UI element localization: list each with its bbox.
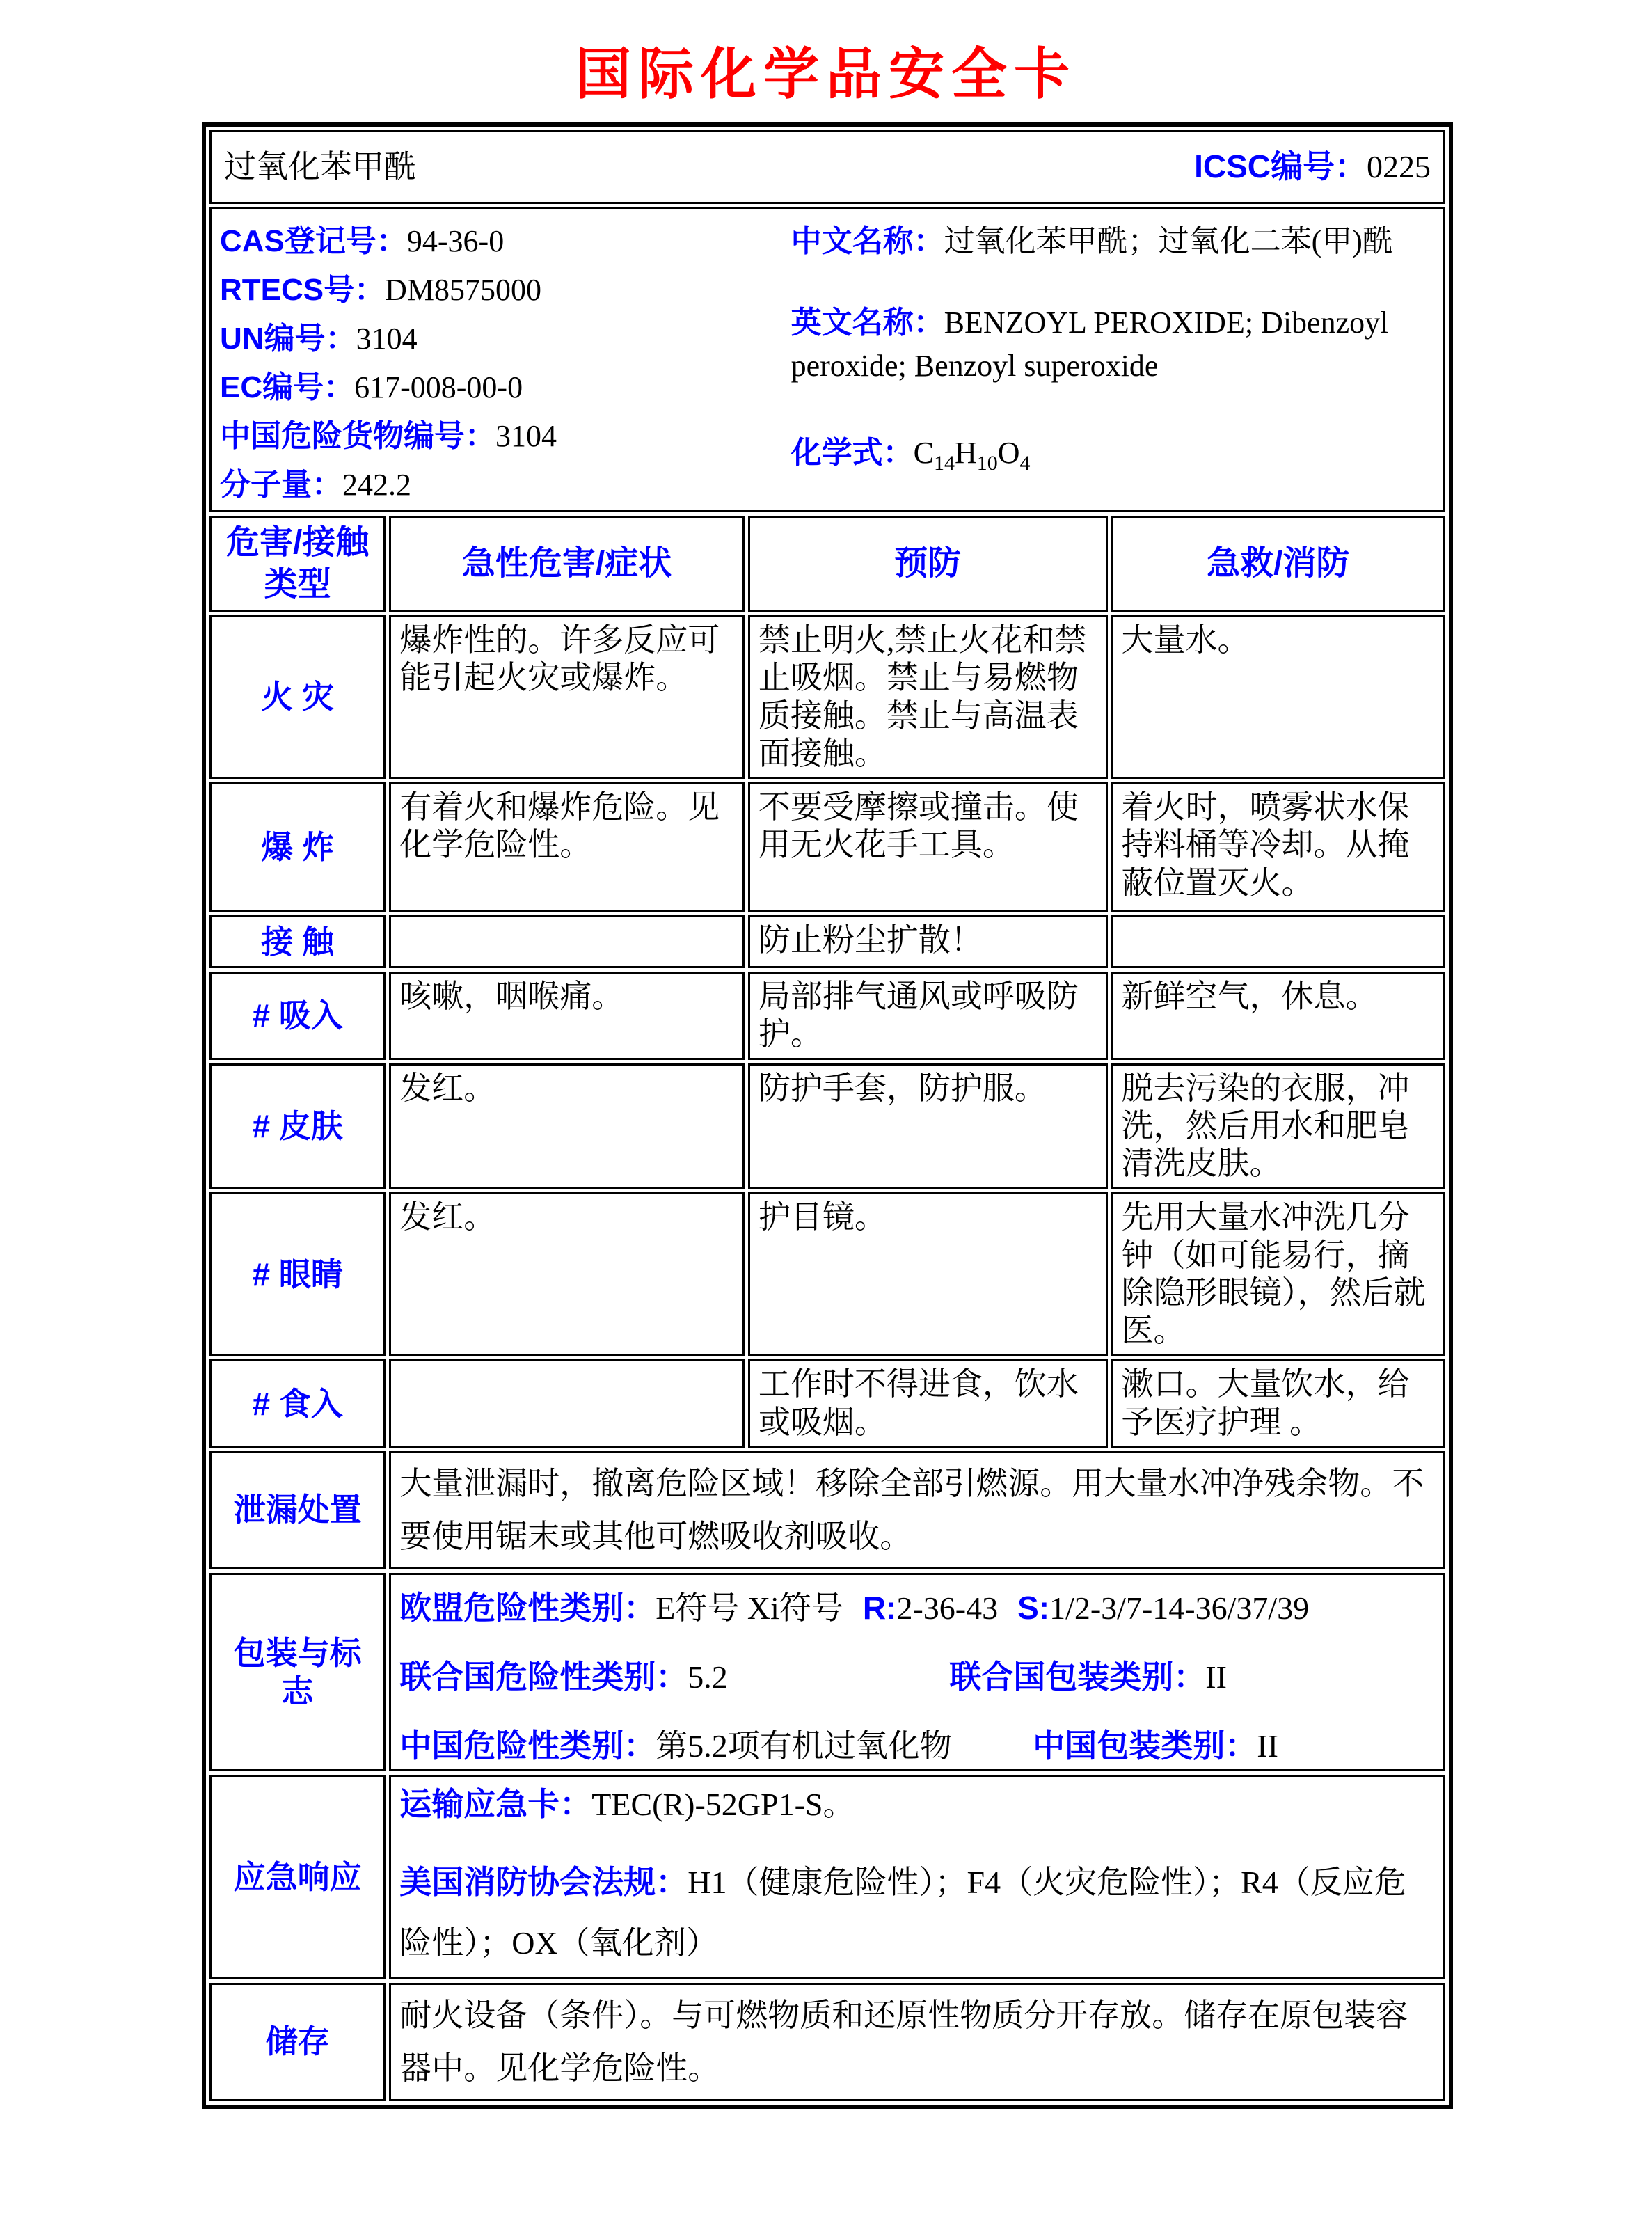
firstaid-cell: 漱口。大量饮水，给予医疗护理 。	[1111, 1359, 1446, 1448]
nfpa-line	[399, 1852, 1435, 1974]
firstaid-cell: 着火时，喷雾状水保持料桶等冷却。从掩蔽位置灭火。	[1111, 782, 1446, 912]
english-name-line	[791, 301, 1435, 388]
spill-text: 大量泄漏时，撤离危险区域！移除全部引燃源。用大量水冲净残余物。不要使用锯末或其他可燃吸收剂吸收。	[389, 1451, 1445, 1569]
emergency-label: 应急响应	[209, 1775, 386, 1979]
molecular-weight-label: 分子量：	[220, 468, 342, 502]
hazard-type-cell: 接 触	[209, 915, 386, 968]
hazard-type-cell: 爆 炸	[209, 782, 386, 912]
header-symptoms: 急性危害/症状	[389, 516, 745, 612]
china-dg-number-value: 3104	[495, 419, 557, 453]
un-number-line	[220, 318, 791, 360]
symptoms-cell: 发红。	[389, 1063, 745, 1189]
packaging-content	[389, 1573, 1445, 1772]
info-row	[209, 207, 1445, 512]
rtecs-number-line	[220, 269, 791, 311]
chinese-name-label: 中文名称：	[791, 224, 944, 258]
un-class-line	[399, 1658, 1435, 1696]
cas-number-value: 94-36-0	[406, 224, 505, 258]
hazard-row-fire	[209, 615, 1445, 779]
china-dg-number-line	[220, 416, 791, 457]
chinese-name-line	[791, 221, 1435, 262]
icsc-table	[202, 122, 1453, 2109]
symptoms-cell: 爆炸性的。许多反应可能引起火灾或爆炸。	[389, 615, 745, 779]
prevention-cell: 禁止明火,禁止火花和禁止吸烟。禁止与易燃物质接触。禁止与高温表面接触。	[748, 615, 1108, 779]
formula-line	[791, 432, 1435, 484]
firstaid-cell: 脱去污染的衣服，冲洗，然后用水和肥皂清洗皮肤。	[1111, 1063, 1446, 1189]
cas-number-label: CAS登记号：	[220, 224, 407, 258]
symptoms-cell: 咳嗽，咽喉痛。	[389, 972, 745, 1060]
firstaid-cell: 新鲜空气，休息。	[1111, 972, 1446, 1060]
substance-name: 过氧化苯甲酰	[224, 148, 416, 184]
formula-h-sub: 10	[976, 451, 998, 475]
hazard-row-explosion	[209, 782, 1445, 912]
spill-label: 泄漏处置	[209, 1451, 386, 1569]
firstaid-cell: 大量水。	[1111, 615, 1446, 779]
cn-pack-value: II	[1257, 1728, 1278, 1764]
hazard-row-contact	[209, 915, 1445, 968]
hazard-type-cell: # 眼睛	[209, 1192, 386, 1356]
formula-h: H	[954, 436, 977, 470]
formula-label: 化学式：	[791, 436, 914, 470]
prevention-cell: 工作时不得进食，饮水或吸烟。	[748, 1359, 1108, 1448]
symptoms-cell	[389, 1359, 745, 1448]
formula-c: C	[913, 436, 934, 470]
symptoms-cell: 发红。	[389, 1192, 745, 1356]
ec-number-value: 617-008-00-0	[354, 370, 523, 404]
s-phrase-value: 1/2-3/7-14-36/37/39	[1049, 1590, 1310, 1626]
prevention-cell: 护目镜。	[748, 1192, 1108, 1356]
symptoms-cell: 有着火和爆炸危险。见化学危险性。	[389, 782, 745, 912]
header-firstaid: 急救/消防	[1111, 516, 1446, 612]
hazard-type-cell: 火 灾	[209, 615, 386, 779]
name-block	[791, 214, 1435, 506]
eu-hazard-value: E符号 Xi符号	[656, 1590, 843, 1626]
nfpa-value: H1（健康危险性）；F4（火灾危险性）；R4（反应危险性）；OX（氧化剂）	[399, 1864, 1406, 1961]
emergency-content	[389, 1775, 1445, 1979]
molecular-weight-line	[220, 464, 791, 506]
cn-class-value: 第5.2项有机过氧化物	[656, 1728, 952, 1764]
hazard-row-skin	[209, 1063, 1445, 1189]
r-phrase-value: 2-36-43	[896, 1590, 999, 1626]
r-phrase-label: R:	[862, 1589, 897, 1626]
chinese-name-value: 过氧化苯甲酰；过氧化二苯(甲)酰	[944, 224, 1393, 258]
prevention-cell: 局部排气通风或呼吸防护。	[748, 972, 1108, 1060]
formula-o-sub: 4	[1019, 451, 1031, 475]
molecular-weight-value: 242.2	[342, 468, 411, 502]
prevention-cell: 防护手套，防护服。	[748, 1063, 1108, 1189]
eu-hazard-line	[399, 1589, 1435, 1627]
storage-label: 储存	[209, 1983, 386, 2101]
ec-number-label: EC编号：	[220, 370, 355, 404]
name-row	[209, 130, 1445, 204]
english-name-value: BENZOYL PEROXIDE; Dibenzoyl peroxide; Benzoyl superoxide	[791, 306, 1389, 383]
hazard-row-eyes	[209, 1192, 1445, 1356]
un-class-value: 5.2	[688, 1659, 728, 1695]
cas-number-line	[220, 221, 791, 262]
firstaid-cell	[1111, 915, 1446, 968]
prevention-cell: 防止粉尘扩散！	[748, 915, 1108, 968]
rtecs-number-value: DM8575000	[385, 273, 542, 307]
hazard-row-ingestion	[209, 1359, 1445, 1448]
formula-o: O	[997, 436, 1020, 470]
un-number-value: 3104	[356, 322, 418, 356]
name-cell	[209, 130, 1445, 204]
prevention-cell: 不要受摩擦或撞击。使用无火花手工具。	[748, 782, 1108, 912]
icsc-number-value: 0225	[1367, 149, 1431, 185]
un-pack-value: II	[1205, 1659, 1227, 1695]
ec-number-line	[220, 367, 791, 409]
packaging-label: 包装与标志	[209, 1573, 386, 1772]
info-cell	[209, 207, 1445, 512]
china-dg-number-label: 中国危险货物编号：	[220, 419, 495, 453]
packaging-row	[209, 1573, 1445, 1772]
hazard-type-cell: # 皮肤	[209, 1063, 386, 1189]
hazard-row-inhalation	[209, 972, 1445, 1060]
symptoms-cell	[389, 915, 745, 968]
tec-line	[399, 1785, 1435, 1823]
formula-value	[913, 436, 1031, 475]
icsc-number	[1194, 148, 1431, 186]
hazard-type-cell: # 吸入	[209, 972, 386, 1060]
hazard-header-row	[209, 516, 1445, 612]
tec-label: 运输应急卡：	[399, 1786, 592, 1823]
storage-row	[209, 1983, 1445, 2101]
storage-text: 耐火设备（条件）。与可燃物质和还原性物质分开存放。储存在原包装容器中。见化学危险性。	[389, 1983, 1445, 2101]
eu-hazard-label: 欧盟危险性类别：	[399, 1589, 656, 1626]
cn-class-line	[399, 1727, 1435, 1765]
formula-c-sub: 14	[933, 451, 955, 475]
header-prevention: 预防	[748, 516, 1108, 612]
firstaid-cell: 先用大量水冲洗几分钟（如可能易行，摘除隐形眼镜），然后就医。	[1111, 1192, 1446, 1356]
hazard-type-cell: # 食入	[209, 1359, 386, 1448]
rtecs-number-label: RTECS号：	[220, 273, 386, 307]
header-hazard-type: 危害/接触类型	[209, 516, 386, 612]
identifier-list	[220, 214, 791, 506]
icsc-number-label: ICSC编号：	[1194, 148, 1367, 185]
emergency-row	[209, 1775, 1445, 1979]
un-number-label: UN编号：	[220, 322, 356, 356]
s-phrase-label: S:	[1017, 1589, 1050, 1626]
english-name-label: 英文名称：	[791, 306, 944, 340]
cn-class-label: 中国危险性类别：	[399, 1727, 656, 1764]
spill-row	[209, 1451, 1445, 1569]
nfpa-label: 美国消防协会法规：	[399, 1863, 688, 1900]
page-title: 国际化学品安全卡	[575, 43, 1077, 105]
tec-value: TEC(R)-52GP1-S。	[591, 1787, 855, 1823]
cn-pack-label: 中国包装类别：	[1033, 1727, 1257, 1764]
un-class-label: 联合国危险性类别：	[399, 1658, 688, 1695]
un-pack-label: 联合国包装类别：	[949, 1658, 1206, 1695]
